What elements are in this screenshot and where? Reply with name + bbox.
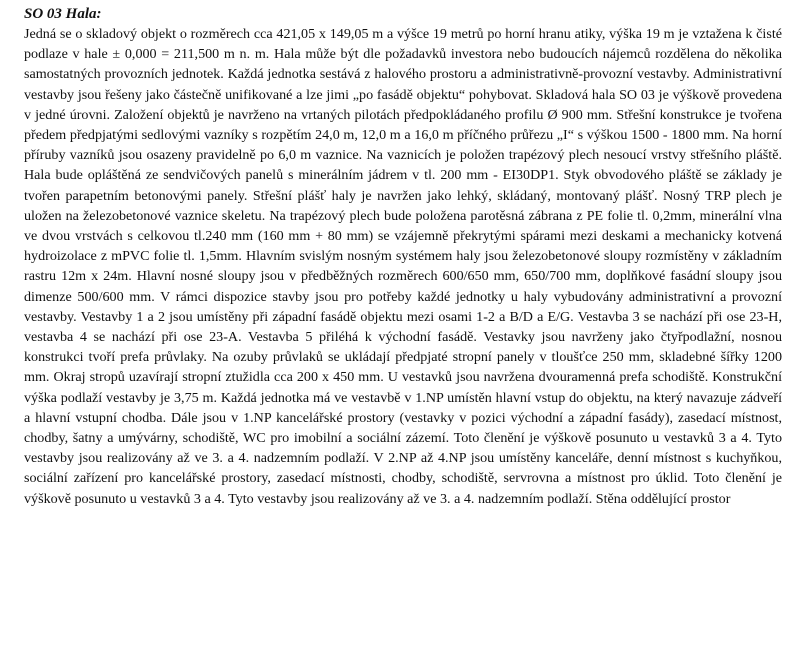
body-paragraph: Jedná se o skladový objekt o rozměrech cca 421,05 x 149,05 m a výšce 19 metrů po horní hranu atiky, výška 19 m je vztažena k čisté podlaze v hale ± 0,000 = 211,500 m n. m. Hala může být dle požadavků investora nebo budoucích nájemců rozdělena do několika samostatných provozních jednotek. Každá jednotka sestává z halového prostoru a administrativně-provozní vestavby. Administrativní vestavby jsou řešeny jako částečně unifikované a lze jimi „po fasádě objektu“ pohybovat. Skladová hala SO 03 je výškově provedena v jedné úrovni. Založení objektů je navrženo na vrtaných pilotách předpokládaného profilu Ø 900 mm. Střešní konstrukce je tvořena předem předpjatými sedlovými vazníky s rozpětím 24,0 m, 12,0 m a 16,0 m příčného průřezu „I“ s výškou 1500 - 1800 mm. Na horní příruby vazníků jsou osazeny pravidelně po 6,0 m vaznice. Na vaznicích je položen trapézový plech nesoucí vrstvy střešního pláště. Hala bude opláštěná ze sendvičových panelů s minerálním jádrem v tl. 200 mm - EI30DP1. Styk obvodového pláště se základy je tvořen parapetním betonovými panely. Střešní plášť haly je navržen jako lehký, skládaný, montovaný plášť. Nosný TRP plech je uložen na železobetonové vaznice skeletu. Na trapézový plech bude položena parotěsná zábrana z PE folie tl. 0,2mm, minerální vlna ve dvou vrstvách s celkovou tl.240 mm (160 mm + 80 mm) se vzájemně překrytými spárami mezi deskami a mechanicky kotvená hydroizolace z mPVC folie tl. 1,5mm. Hlavním svislým nosným systémem haly jsou železobetonové sloupy rozmístěny v základním rastru 12m x 24m. Hlavní nosné sloupy jsou v předběžných rozměrech 600/650 mm, 650/700 mm, doplňkové fasádní sloupy jsou dimenze 500/600 mm. V rámci dispozice stavby jsou pro potřeby každé jednotky u haly vybudovány administrativní a provozní vestavby. Vestavby 1 a 2 jsou umístěny při západní fasádě objektu mezi osami 1-2 a B/D a E/G. Vestavba 3 se nachází při ose 23-H, vestavba 4 se nachází při ose 23-A. Vestavba 5 přiléhá k východní fasádě. Vestavky jsou navrženy jako čtyřpodlažní, nosnou konstrukci tvoří prefa průvlaky. Na ozuby průvlaků se ukládají předpjaté stropní panely v tloušťce 250 mm, skladebné šířky 1200 mm. Okraj stropů uzavírají stropní ztužidla cca 200 x 450 mm. U vestavků jsou navržena dvouramenná prefa schodiště. Konstrukční výška podlaží vestavby je 3,75 m. Každá jednotka má ve vestavbě v 1.NP umístěn hlavní vstup do objektu, na který navazuje zádveří a hlavní vstupní chodba. Dále jsou v 1.NP kancelářské prostory (vestavky v pozici východní a západní fasády), zasedací místnost, chodby, šatny a umývárny, schodiště, WC pro imobilní a sociální zázemí. Toto členění je výškově posunuto u vestavků 3 a 4. Tyto vestavby jsou realizovány až ve 3. a 4. nadzemním podlaží. V 2.NP až 4.NP jsou umístěny kanceláře, denní místnost s kuchyňkou, sociální zařízení pro kancelářské prostory, zasedací místnosti, chodby, schodiště, servrovna a místnost pro úklid. Toto členění je výškově posunuto u vestavků 3 a 4. Tyto vestavby jsou realizovány až ve 3. a 4. nadzemním podlaží. Stěna oddělující prostor	[24, 26, 782, 507]
section-heading: SO 03 Hala:	[24, 6, 102, 22]
